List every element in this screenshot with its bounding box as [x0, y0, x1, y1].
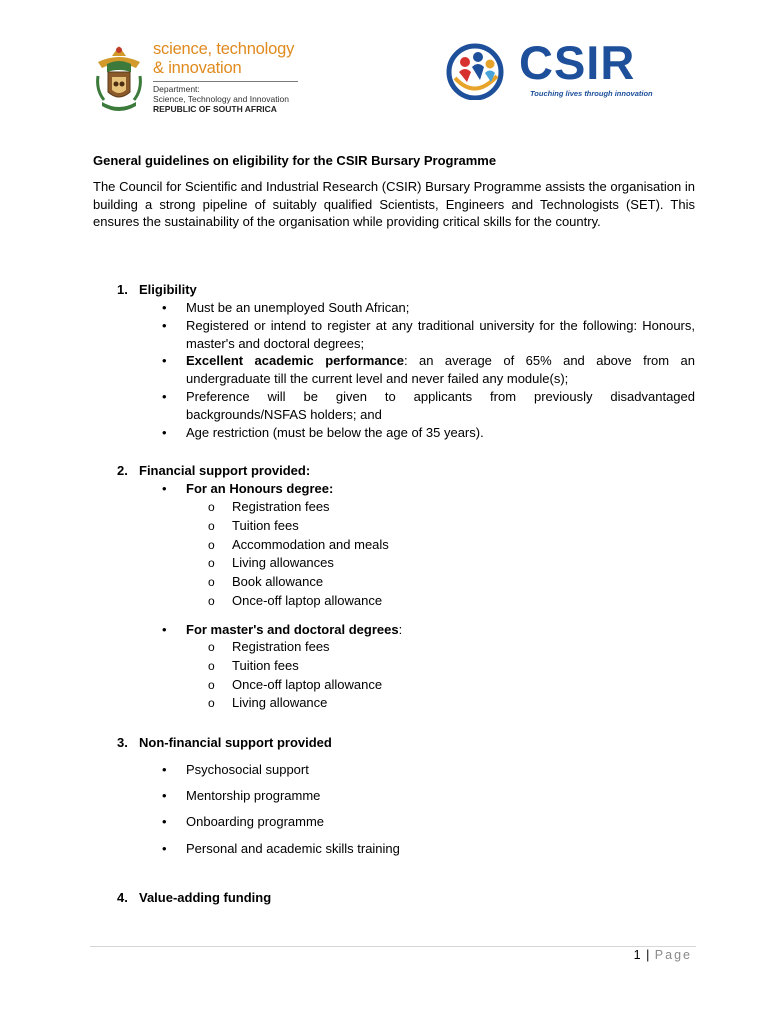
circle-bullet-icon: o: [208, 593, 215, 608]
list-item-text: Once-off laptop allowance: [232, 592, 383, 608]
section-number: 4.: [117, 890, 128, 905]
list-item: [162, 813, 695, 831]
list-item: [162, 761, 695, 779]
dst-country: REPUBLIC OF SOUTH AFRICA: [153, 104, 277, 114]
list-item-text: Book allowance: [232, 574, 324, 590]
honours-subheading: [162, 481, 333, 496]
list-item: [208, 657, 382, 676]
list-item-text: Tuition fees: [232, 517, 299, 533]
circle-bullet-icon: o: [208, 640, 215, 654]
list-item: [208, 517, 389, 536]
eligibility-list: [162, 299, 695, 441]
csir-logo: [445, 36, 675, 102]
list-item-text: Living allowance: [232, 695, 328, 711]
list-item-text: Onboarding programme: [186, 814, 325, 830]
bullet-icon: •: [162, 840, 167, 856]
bullet-icon: •: [162, 762, 167, 777]
list-item-text: Registration fees: [232, 639, 330, 654]
coat-of-arms-icon: [92, 42, 146, 114]
list-item-text: Living allowances: [232, 555, 334, 571]
list-item: [162, 388, 695, 424]
section-title: Non-financial support provided: [139, 735, 332, 750]
section-heading-financial-support: [117, 463, 310, 478]
list-item-text: Registered or intend to register at any traditional university for the following: Honours, master's and doctoral degrees;: [186, 317, 695, 351]
bullet-icon: •: [162, 814, 167, 830]
postgraduate-subheading: [162, 622, 402, 637]
dst-department-label: Department:: [153, 84, 200, 94]
dst-department-name: Science, Technology and Innovation: [153, 94, 289, 104]
intro-paragraph: The Council for Scientific and Industrial Research (CSIR) Bursary Programme assists the organisation in building a strong pipeline of suitably qualified Scientists, Engineers and Technologists (SET). This ensures the sustainability of the organisation while providing critical skills for the country.: [93, 179, 695, 230]
list-item-text: Age restriction (must be below the age of 35 years).: [186, 424, 484, 440]
section-title: Value-adding funding: [139, 890, 272, 905]
list-item-text: Tuition fees: [232, 657, 299, 673]
list-item-bold: Excellent academic performance: [186, 353, 404, 369]
list-item-text: Preference will be given to applicants from previously disadvantaged backgrounds/NSFAS holders; and: [186, 388, 695, 422]
list-item: [208, 536, 389, 555]
list-item: [162, 352, 695, 388]
postgraduate-support-list: [208, 638, 382, 713]
non-financial-support-list: [162, 761, 695, 866]
section-heading-eligibility: [117, 282, 197, 297]
dst-logo-rule: [153, 81, 298, 82]
list-item-text: Must be an unemployed South African;: [186, 300, 410, 315]
list-item: [162, 424, 695, 442]
bullet-icon: •: [162, 317, 167, 333]
list-item: [208, 638, 382, 657]
section-heading-non-financial-support: [117, 735, 332, 750]
page-number: 1: [633, 948, 641, 962]
circle-bullet-icon: o: [208, 556, 215, 571]
page-word: Page: [654, 948, 692, 962]
dst-logo-line1: science, technology: [153, 40, 295, 58]
list-item-text: Personal and academic skills training: [186, 840, 400, 856]
csir-emblem-icon: [445, 42, 505, 100]
bullet-icon: •: [162, 353, 167, 369]
list-item: [162, 840, 695, 858]
document-title: General guidelines on eligibility for the CSIR Bursary Programme: [93, 153, 497, 168]
list-item: [208, 592, 389, 611]
list-item: [208, 694, 382, 713]
circle-bullet-icon: o: [208, 500, 215, 514]
circle-bullet-icon: o: [208, 575, 215, 590]
bullet-icon: •: [162, 300, 167, 315]
bullet-icon: •: [162, 481, 167, 496]
circle-bullet-icon: o: [208, 518, 215, 533]
list-item: [208, 573, 389, 592]
bullet-icon: •: [162, 388, 167, 404]
circle-bullet-icon: o: [208, 658, 215, 673]
section-title: Eligibility: [139, 282, 197, 297]
section-number: 2.: [117, 463, 128, 478]
bullet-icon: •: [162, 424, 167, 440]
subheading-text: For master's and doctoral degrees: [186, 622, 399, 637]
footer-rule: [90, 946, 696, 947]
section-number: 3.: [117, 735, 128, 750]
honours-support-list: [208, 498, 389, 611]
list-item: [162, 317, 695, 353]
list-item: [162, 299, 695, 317]
list-item-text: Mentorship programme: [186, 788, 321, 804]
page-footer: [634, 948, 692, 962]
subheading-text: For an Honours degree:: [186, 481, 334, 496]
list-item: [208, 498, 389, 517]
dst-logo-line2: & innovation: [153, 59, 242, 77]
list-item: [208, 676, 382, 695]
list-item-text: : an average of 65% and above from an undergraduate till the current level and never failed any module(s);: [186, 353, 695, 387]
footer-separator: |: [646, 948, 650, 962]
subheading-suffix: :: [398, 622, 403, 637]
list-item-text: Once-off laptop allowance: [232, 676, 383, 692]
list-item: [208, 554, 389, 573]
circle-bullet-icon: o: [208, 537, 215, 552]
circle-bullet-icon: o: [208, 696, 215, 711]
section-number: 1.: [117, 282, 128, 297]
csir-wordmark: CSIR: [519, 36, 636, 89]
circle-bullet-icon: o: [208, 677, 215, 692]
list-item: [162, 787, 695, 805]
list-item-text: Accommodation and meals: [232, 536, 389, 552]
section-title: Financial support provided:: [139, 463, 311, 478]
bullet-icon: •: [162, 788, 167, 804]
section-heading-value-adding-funding: [117, 890, 271, 905]
bullet-icon: •: [162, 622, 167, 637]
list-item-text: Psychosocial support: [186, 762, 309, 777]
dst-logo: [92, 40, 302, 116]
csir-tagline: Touching lives through innovation: [530, 89, 653, 98]
list-item-text: Registration fees: [232, 499, 330, 514]
